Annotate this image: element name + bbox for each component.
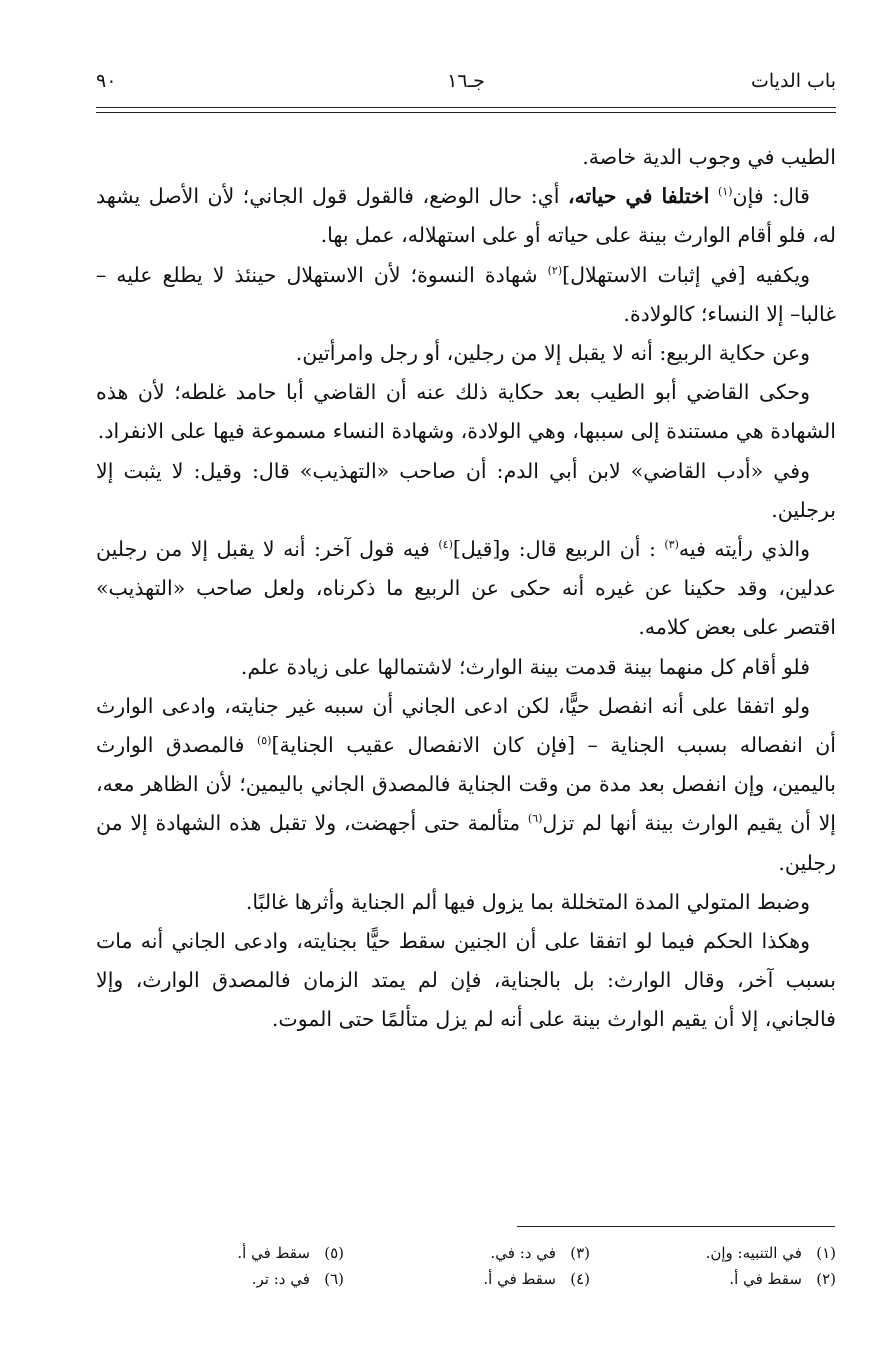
- paragraph: وحكى القاضي أبو الطيب بعد حكاية ذلك عنه أن القاضي أبا حامد غلطه؛ لأن هذه الشهادة هي مستندة إلى سببها، وهي الولادة، وشهادة النساء مسموعة فيها على الانفراد.: [96, 380, 836, 444]
- footnote-2: (٢) سقط في أ.: [729, 1270, 836, 1288]
- paragraph: وضبط المتولي المدة المتخللة بما يزول فيها ألم الجناية وأثرها غالبًا.: [245, 889, 810, 914]
- paragraph: ولو اتفقا على أنه انفصل حيًّا، لكن ادعى الجاني أن سببه غير جنايته، وادعى الوارث أن انفصاله بسبب الجناية – [فإن كان الانفصال عقيب الجناية]$^{(٥)}$ فالمصدق الوارث باليمين، وإن انفصل بعد مدة من وقت الجناية فالمصدق الجاني باليمين؛ لأن الظاهر معه، إلا أن يقيم الوارث بينة أنها لم تزل$^{(٦)}$ متألمة حتى أجهضت، ولا تقبل هذه الشهادة إلا من رجلين.: [96, 693, 836, 875]
- paragraph: الطيب في وجوب الدية خاصة.: [582, 145, 836, 169]
- paragraph: فلو أقام كل منهما بينة قدمت بينة الوارث؛ لاشتمالها على زيادة علم.: [240, 654, 810, 679]
- footnotes: [96, 1240, 836, 1292]
- volume-number: جـ١٦: [447, 70, 485, 92]
- paragraph: والذي رأيته فيه$^{(٣)}$ : أن الربيع قال: و[قيل]$^{(٤)}$ فيه قول آخر: أنه لا يقبل إلا من رجلين عدلين، وقد حكينا عن غيره أنه حكى عن الربيع ما ذكرناه، ولعل صاحب «التهذيب» اقتصر على بعض كلامه.: [96, 537, 836, 640]
- body-text: [96, 138, 836, 1040]
- paragraph: قال: فإن$^{(١)}$ اختلفا في حياته، أي: حال الوضع، فالقول قول الجاني؛ لأن الأصل يشهد له، فلو أقام الوارث بينة على حياته أو على استهلاله، عمل بها.: [96, 184, 836, 248]
- footnote-row: [96, 1266, 836, 1292]
- paragraph: وفي «أدب القاضي» لابن أبي الدم: أن صاحب «التهذيب» قال: وقيل: لا يثبت إلا برجلين.: [96, 458, 836, 522]
- running-header: [96, 70, 836, 100]
- paragraph: وهكذا الحكم فيما لو اتفقا على أن الجنين سقط حيًّا بجنايته، وادعى الجاني أنه مات بسبب آخر، وقال الوارث: بل بالجناية، فإن لم يمتد الزمان فالمصدق الوارث، وإلا فالجاني، إلا أن يقيم الوارث بينة على أنه لم يزل متألمًا حتى الموت.: [96, 929, 836, 1032]
- header-rule-top: [96, 107, 836, 108]
- footnote-3: (٣) في د: في.: [490, 1244, 590, 1262]
- paragraph: وعن حكاية الربيع: أنه لا يقبل إلا من رجلين، أو رجل وامرأتين.: [295, 341, 810, 366]
- footnote-4: (٤) سقط في أ.: [483, 1270, 590, 1288]
- footnote-5: (٥) سقط في أ.: [237, 1244, 344, 1262]
- header-rule-bottom: [96, 112, 836, 113]
- paragraph: ويكفيه [في إثبات الاستهلال]$^{(٢)}$ شهادة النسوة؛ لأن الاستهلال حينئذ لا يطلع عليه – غالبا– إلا النساء؛ كالولادة.: [96, 262, 836, 326]
- footnote-separator: [517, 1226, 835, 1227]
- footnote-row: [96, 1240, 836, 1266]
- footnote-1: (١) في التنبيه: وإن.: [705, 1244, 836, 1262]
- footnote-6: (٦) في د: تر.: [251, 1270, 344, 1288]
- page-number: ٩٠: [96, 70, 117, 92]
- chapter-title: باب الديات: [750, 70, 836, 92]
